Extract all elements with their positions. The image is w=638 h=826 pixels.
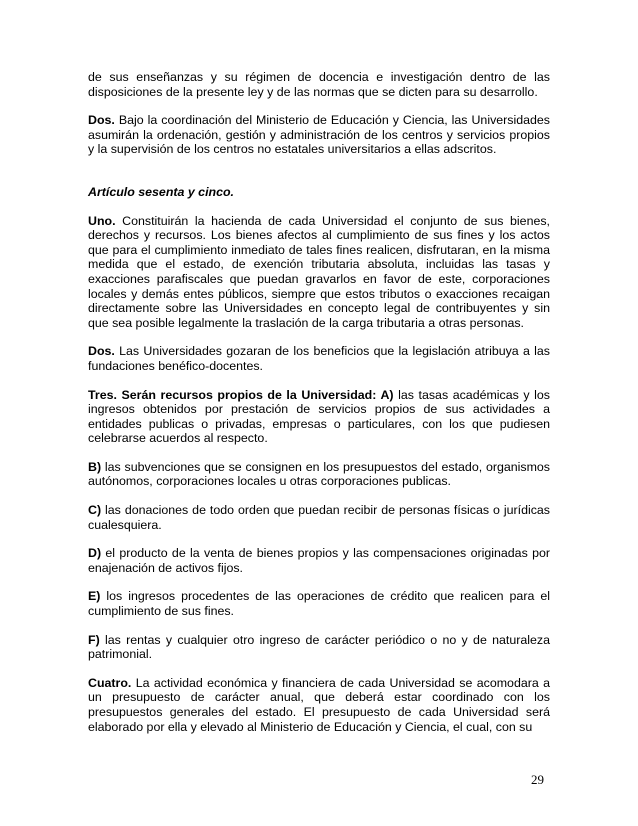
- paragraph-f: [88, 633, 550, 662]
- paragraph-b: [88, 460, 550, 489]
- paragraph-lead: Dos.: [88, 344, 115, 359]
- paragraph-text: las rentas y cualquier otro ingreso de carácter periódico o no y de naturaleza patrimonial.: [88, 632, 550, 662]
- paragraph-text: las donaciones de todo orden que puedan recibir de personas físicas o jurídicas cualesquiera.: [88, 503, 550, 532]
- paragraph-dos-1: [88, 113, 550, 157]
- paragraph-lead: Uno.: [88, 213, 116, 228]
- paragraph-text: el producto de la venta de bienes propios y las compensaciones originadas por enajenación de activos fijos.: [88, 546, 550, 575]
- paragraph-text: Las Universidades gozaran de los beneficios que la legislación atribuya a las fundaciones benéfico-docentes.: [88, 344, 550, 373]
- paragraph-text: las tasas académicas y los ingresos obtenidos por prestación de servicios propios de sus actividades a entidades publicas o privadas, empresas o particulares, con los que pudiesen celebrarse acuerdos al respecto.: [88, 387, 550, 446]
- paragraph-lead: Dos.: [88, 113, 115, 128]
- paragraph-c: [88, 503, 550, 532]
- paragraph-lead: Tres. Serán recursos propios de la Universidad: A): [88, 387, 394, 402]
- paragraph-d: [88, 546, 550, 575]
- paragraph-lead: B): [88, 459, 102, 474]
- paragraph-text: Bajo la coordinación del Ministerio de Educación y Ciencia, las Universidades asumirán la ordenación, gestión y administración de los centros y servicios propios y la supervisión de los centros no estatales universitarios a ellas adscritos.: [88, 113, 550, 157]
- paragraph-text: los ingresos procedentes de las operaciones de crédito que realicen para el cumplimiento de sus fines.: [88, 589, 550, 619]
- paragraph-text: La actividad económica y financiera de cada Universidad se acomodara a un presupuesto de carácter anual, que deberá estar coordinado con los presupuestos generales del estado. El presupuesto de cada Universidad será elaborado por ella y elevado al Ministerio de Educación y Ciencia, el cual, con su: [88, 675, 550, 734]
- paragraph-lead: F): [88, 632, 100, 647]
- paragraph-cuatro: [88, 676, 550, 734]
- document-body: [88, 70, 550, 734]
- paragraph-e: [88, 589, 550, 618]
- paragraph-intro: [88, 70, 550, 99]
- paragraph-lead: E): [88, 589, 101, 604]
- paragraph-lead: Cuatro.: [88, 675, 132, 690]
- paragraph-tres: [88, 388, 550, 446]
- paragraph-lead: C): [88, 503, 102, 518]
- paragraph-lead: D): [88, 546, 102, 561]
- paragraph-text: las subvenciones que se consignen en los presupuestos del estado, organismos autónomos, corporaciones locales u otras corporaciones publicas.: [88, 459, 550, 489]
- page-number: 29: [531, 772, 544, 787]
- paragraph-text: de sus enseñanzas y su régimen de docencia e investigación dentro de las disposiciones de la presente ley y de las normas que se dicten para su desarrollo.: [88, 70, 550, 99]
- paragraph-uno: [88, 214, 550, 331]
- paragraph-text: Constituirán la hacienda de cada Universidad el conjunto de sus bienes, derechos y recursos. Los bienes afectos al cumplimiento de sus fines y los actos que para el cumplimiento inmediato de tales fines realicen, disfrutaran, en la misma medida que el estado, de exención tributaria absoluta, incluidas las tasas y exacciones parafiscales que puedan gravarlos en favor de este, corporaciones locales y demás entes públicos, siempre que estos tributos o exacciones recaigan directamente sobre las Universidades en concepto legal de contribuyentes y sin que sea posible legalmente la traslación de la carga tributaria a otras personas.: [88, 213, 550, 330]
- paragraph-dos-2: [88, 344, 550, 373]
- article-title: Artículo sesenta y cinco.: [88, 184, 234, 199]
